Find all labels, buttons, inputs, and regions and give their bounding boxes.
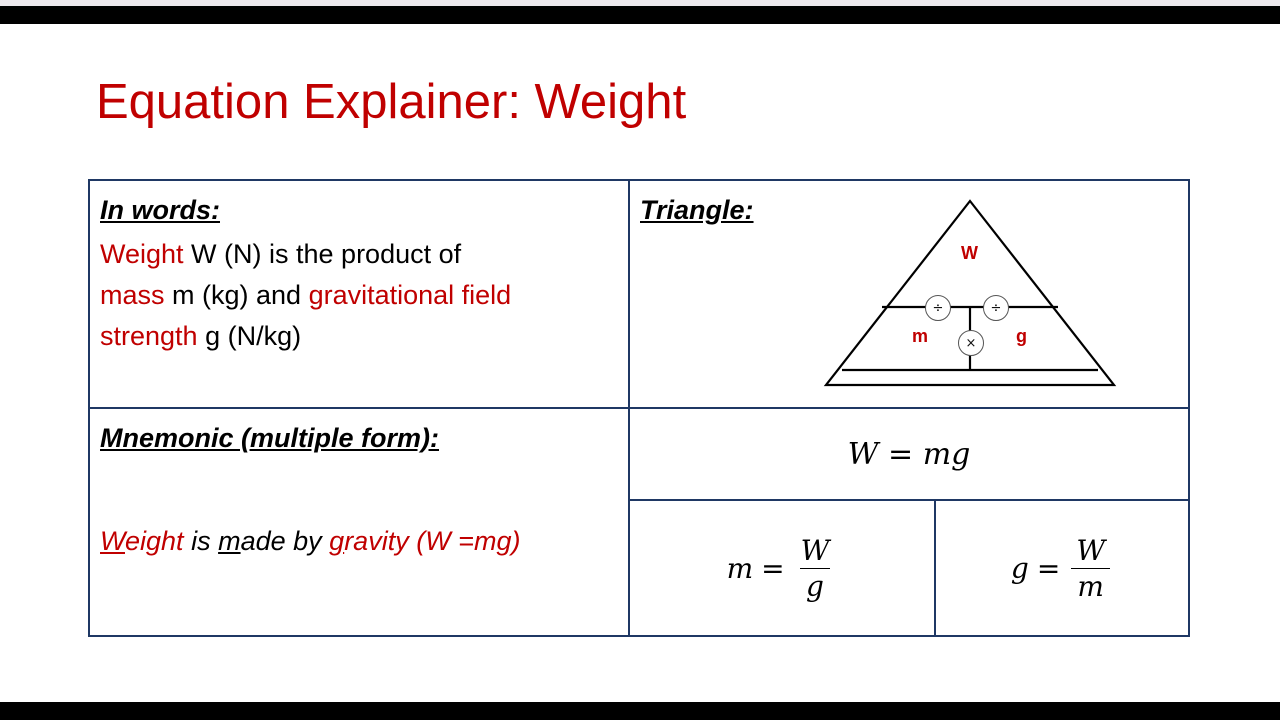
equation-explainer-table <box>88 179 1190 637</box>
in-words-gfs-term-part1: gravitational field <box>308 280 512 310</box>
cell-mnemonic <box>90 409 628 635</box>
page-title: Equation Explainer: Weight <box>96 75 687 129</box>
equation-weight-lhs: W <box>847 436 879 472</box>
cell-equation-gfs <box>936 501 1188 635</box>
mnemonic-w-letter: W <box>100 526 125 556</box>
equation-weight-rhs: mg <box>922 436 971 472</box>
equation-gfs <box>1011 534 1113 603</box>
mnemonic-weight-rest: eight <box>125 526 184 556</box>
equation-gfs-fraction <box>1070 534 1111 603</box>
mnemonic-equation: (W =mg) <box>408 526 521 556</box>
mnemonic-heading: Mnemonic (multiple form): <box>100 423 439 453</box>
multiply-icon: × <box>958 330 984 356</box>
table-column-right <box>630 181 1188 635</box>
divide-icon-left: ÷ <box>925 295 951 321</box>
equation-gfs-numerator: W <box>1076 533 1106 567</box>
mnemonic-g-letter: g <box>329 526 345 556</box>
letterbox-band-top <box>0 6 1280 24</box>
rearranged-equations-row <box>630 501 1188 635</box>
equation-mass-equals: = <box>761 551 785 585</box>
equation-mass-fraction <box>795 534 836 603</box>
triangle-label-w: W <box>961 243 978 263</box>
mnemonic-is: is <box>183 526 219 556</box>
cell-triangle <box>630 181 1188 409</box>
mnemonic-m-letter: m <box>218 526 241 556</box>
cell-equation-mass <box>630 501 936 635</box>
equation-gfs-equals: = <box>1036 551 1061 585</box>
equation-weight <box>848 437 971 472</box>
equation-mass-lhs: m <box>726 551 754 585</box>
cell-in-words <box>90 181 628 409</box>
divide-icon-right: ÷ <box>983 295 1009 321</box>
triangle-label-g: g <box>1016 326 1027 346</box>
equation-weight-equals: = <box>888 436 914 472</box>
triangle-label-m: m <box>912 326 929 346</box>
in-words-text-3: g (N/kg) <box>197 321 302 351</box>
mnemonic-gravity-rest: ravity <box>344 526 409 556</box>
table-column-left <box>90 181 630 635</box>
mnemonic-sentence <box>100 526 614 557</box>
equation-mass <box>727 534 838 603</box>
in-words-heading: In words: <box>100 195 220 225</box>
triangle-heading: Triangle: <box>640 195 754 225</box>
triangle-diagram <box>820 195 1120 400</box>
equation-mass-denominator: g <box>800 568 830 603</box>
formula-triangle <box>820 195 1120 400</box>
in-words-text-2: m (kg) and <box>164 280 309 310</box>
in-words-body <box>100 234 614 357</box>
in-words-text-1: W (N) is the product of <box>183 239 462 269</box>
cell-main-equation <box>630 409 1188 501</box>
letterbox-band-bottom <box>0 702 1280 720</box>
mnemonic-made-by: ade by <box>240 526 330 556</box>
in-words-gfs-term-part2: strength <box>100 321 198 351</box>
equation-mass-numerator: W <box>800 533 830 567</box>
equation-gfs-denominator: m <box>1071 568 1110 603</box>
in-words-weight-term: Weight <box>100 239 184 269</box>
equation-gfs-lhs: g <box>1010 551 1029 585</box>
in-words-mass-term: mass <box>100 280 165 310</box>
